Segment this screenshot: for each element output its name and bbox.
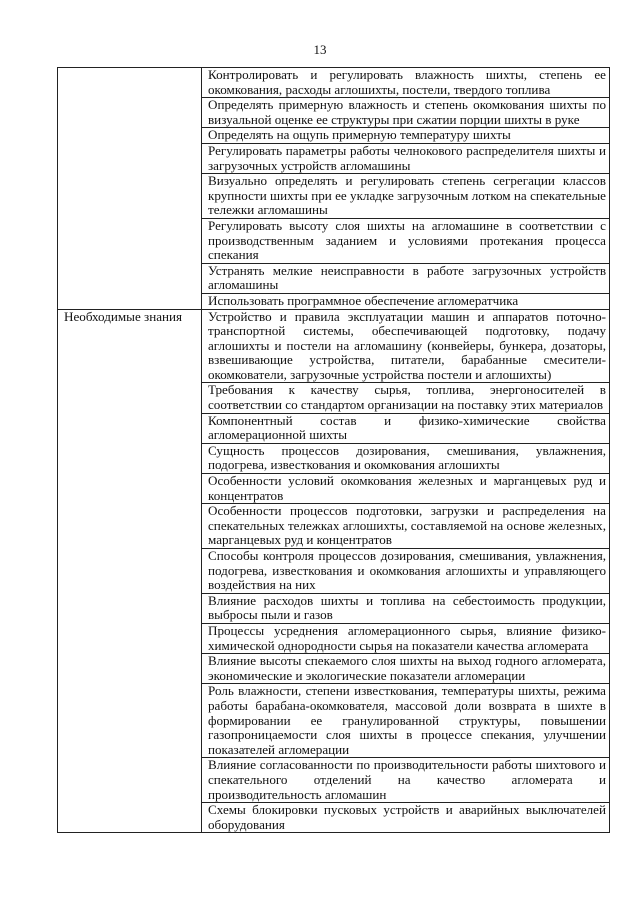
section-label-required-knowledge: Необходимые знания xyxy=(58,309,202,833)
skill-item: Регулировать высоту слоя шихты на агломашине в соответствии с производственным заданием и условиями протекания процесса спекания xyxy=(202,218,610,263)
knowledge-item: Влияние расходов шихты и топлива на себестоимость продукции, выбросы пыли и газов xyxy=(202,593,610,623)
knowledge-item: Устройство и правила эксплуатации машин и аппаратов поточно-транспортной системы, обеспечивающей подготовку, подачу аглошихты и постели на агломашину (конвейеры, бункера, дозаторы, взвешивающие устройства, питатели, барабанные смесители-окомкователи, загрузочные устройства постели и аглошихты) xyxy=(202,309,610,383)
knowledge-item: Требования к качеству сырья, топлива, энергоносителей в соответствии со стандартом организации на поставку этих материалов xyxy=(202,383,610,413)
knowledge-item: Особенности процессов подготовки, загрузки и распределения на спекательных тележках аглошихты, составляемой на основе железных, марганцевых руд и концентратов xyxy=(202,504,610,549)
skill-item: Использовать программное обеспечение агломератчика xyxy=(202,293,610,309)
table-row xyxy=(58,309,610,383)
skill-item: Регулировать параметры работы челнокового распределителя шихты и загрузочных устройств агломашины xyxy=(202,143,610,173)
table-row xyxy=(58,68,610,98)
skill-item: Определять примерную влажность и степень окомкования шихты по визуальной оценке ее структуры при сжатии порции шихты в руке xyxy=(202,98,610,128)
knowledge-item: Компонентный состав и физико-химические свойства агломерационной шихты xyxy=(202,413,610,443)
qualification-table xyxy=(57,67,610,833)
knowledge-item: Процессы усреднения агломерационного сырья, влияние физико-химической однородности сырья на показатели качества агломерата xyxy=(202,623,610,653)
skill-item: Визуально определять и регулировать степень сегрегации классов крупности шихты при ее укладке загрузочным лотком на спекательные тележки агломашины xyxy=(202,174,610,219)
knowledge-item: Способы контроля процессов дозирования, смешивания, увлажнения, подогрева, известкования и окомкования аглошихты и управляющего воздействия на них xyxy=(202,549,610,594)
knowledge-item: Схемы блокировки пусковых устройств и аварийных выключателей оборудования xyxy=(202,803,610,833)
knowledge-item: Влияние согласованности по производительности работы шихтового и спекательного отделений на качество агломерата и производительность агломашин xyxy=(202,758,610,803)
knowledge-item: Сущность процессов дозирования, смешивания, увлажнения, подогрева, известкования и окомкования аглошихты xyxy=(202,443,610,473)
skill-item: Устранять мелкие неисправности в работе загрузочных устройств агломашины xyxy=(202,263,610,293)
section-label-skills xyxy=(58,68,202,310)
knowledge-item: Особенности условий окомкования железных и марганцевых руд и концентратов xyxy=(202,474,610,504)
knowledge-item: Влияние высоты спекаемого слоя шихты на выход годного агломерата, экономические и экологические показатели агломерации xyxy=(202,654,610,684)
knowledge-item: Роль влажности, степени известкования, температуры шихты, режима работы барабана-окомкователя, массовой доли возврата в шихте в формировании ее гранулированной структуры, повышении газопроницаемости слоя шихты в процессе спекания, улучшении показателей агломерации xyxy=(202,684,610,758)
page-number: 13 xyxy=(313,42,327,57)
skill-item: Контролировать и регулировать влажность шихты, степень ее окомкования, расходы аглошихты, постели, твердого топлива xyxy=(202,68,610,98)
skill-item: Определять на ощупь примерную температуру шихты xyxy=(202,128,610,144)
